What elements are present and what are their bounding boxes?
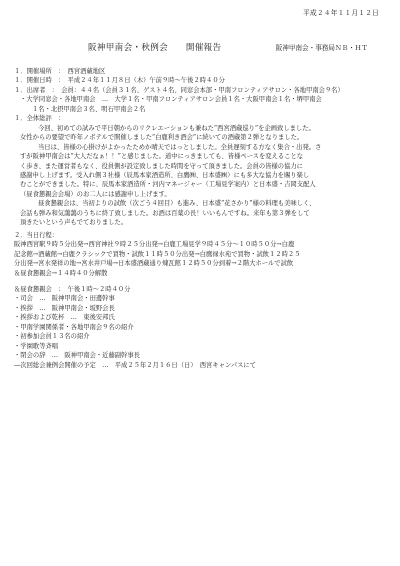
schedule-label: ２．当日行程： <box>14 231 59 239</box>
program-item: ・閉会の辞 … 阪神甲南会・近藤副幹事長 <box>14 352 140 360</box>
program-title: ＆昼食懇親会 ： 午後１時～２時４０分 <box>14 285 131 293</box>
document-header <box>0 41 400 53</box>
schedule-line: ＆昼食懇親会→１４時４０分解散 <box>14 269 108 277</box>
paragraph-line: 頂きたいという声もでておりました。 <box>20 219 128 227</box>
schedule-line: 阪神西宮駅９時５分出発→西宮神社９時２５分出発→白鹿工場見学９時４５分～１０時５０分→白鹿 <box>14 241 295 249</box>
document-title: 阪神甲南会・秋例会 開催報告 <box>88 43 222 53</box>
paragraph-line: 女性からの要望で昨年ノボテルで開催しました“白鹿利き酒会”に続いての酒蔵第２弾となりました。 <box>20 134 304 142</box>
paragraph-line: 当日は、皆様の心掛けがよかったためか晴天ではっとしました。全員遅刻する方なく集合・出発。さ <box>38 143 322 151</box>
program-item: ・挨拶および乾杯 … 東後安邦氏 <box>14 314 115 322</box>
schedule-line: 分出発→宮水発祥の地→宮水井戸場→日本盛酒蔵通り煉瓦館１２時５０分到着→２階大ホールで試飲 <box>14 260 294 268</box>
attendees-line: １．出席者 ： 会員：４４名（会員３１名、ゲスト４名、同窓会本部・甲南フロンティアサロン・各地甲南会９名） <box>14 86 344 94</box>
program-item: ・学園歌等斉唱 <box>14 342 59 350</box>
organization-name: 阪神甲南会・事務局ＮＢ・ＨＴ <box>275 44 368 52</box>
attendees-detail-line: ・大学同窓会・各地甲南会 … 大学１名・甲南フロンティアサロン会員１名・大阪甲南会１名・堺甲南会 <box>20 96 322 104</box>
program-item: ・甲南学園関係者・各地甲南会９名の紹介 <box>14 323 134 331</box>
paragraph-line: 昼食懇親会は、当初よりの試飲（次ごう４回目）も進み、日本盛“花さかり”様の料理も美味しく、 <box>38 200 316 208</box>
paragraph-line: （昼食懇親会会場）のお二人には感謝申し上げます。 <box>20 190 171 198</box>
report-body <box>14 67 390 370</box>
program-list <box>14 294 390 360</box>
attendees-detail-line: １名・北摂甲南会３名、明石甲南会２名 <box>32 105 146 113</box>
document-date: 平成２４年１１月１２日 <box>303 9 379 17</box>
paragraph-line: 会話も弾み和気藹藹のうちに終了致しました。お酒は百薬の長！いいもんですね。来年も第３弾をして <box>20 209 310 217</box>
schedule-block <box>14 240 390 278</box>
program-item: ・初参加会員１３名の紹介 <box>14 333 90 341</box>
program-item: ・司会 … 阪神甲南会・田邊幹事 <box>14 295 115 303</box>
paragraph-line: すが阪神甲南会は“大人だなぁ！！”と感じました。道中にっきましても、皆様ペースを変えることな <box>20 153 304 161</box>
paragraph-line: く歩き、また運営者もなく、役員側が設定致しました時間を守って頂きました。会員の皆様の協力に <box>20 162 303 170</box>
next-meeting-line: ―次回総会兼例会開催の予定 … 平成２５年２月１６日（日） 西宮キャンパスにて <box>14 361 256 369</box>
overall-paragraph <box>14 199 390 227</box>
schedule-line: 記念館→酒蔵館→白鹿クラシックで買物・試飲１１時５０分出発→白鷹禄水苑で買物・試飲１２時２５ <box>14 250 301 258</box>
datetime-line: １．開催日時 ： 平成２４年１１月８日（木）午前９時～午後２時４０分 <box>14 77 225 85</box>
paragraph-line: 今回、初めての試みで平日朝からのリクレエーションも兼ねた“西宮酒蔵巡り”を企画致しました。 <box>38 124 315 132</box>
program-item: ・挨拶 … 阪神甲南会・坂野会長 <box>14 304 115 312</box>
paragraph-line: むことができました。特に、辰馬本家酒造所・河内マネージャー（工場見学案内）と日本盛・吉岡支配人 <box>20 181 316 189</box>
overall-label: １．全体総評 ： <box>14 115 65 123</box>
paragraph-line: 感謝申し上げます。受入れ側３社様（辰馬本家酒造所、白鷹㈱、日本盛㈱）にも多大な協力を賜り楽し <box>20 171 310 179</box>
overall-paragraph <box>14 124 390 143</box>
attendees-block <box>14 86 390 114</box>
venue-line: １．開催場所 ： 西宮酒蔵地区 <box>14 68 106 75</box>
overall-paragraph <box>14 143 390 200</box>
